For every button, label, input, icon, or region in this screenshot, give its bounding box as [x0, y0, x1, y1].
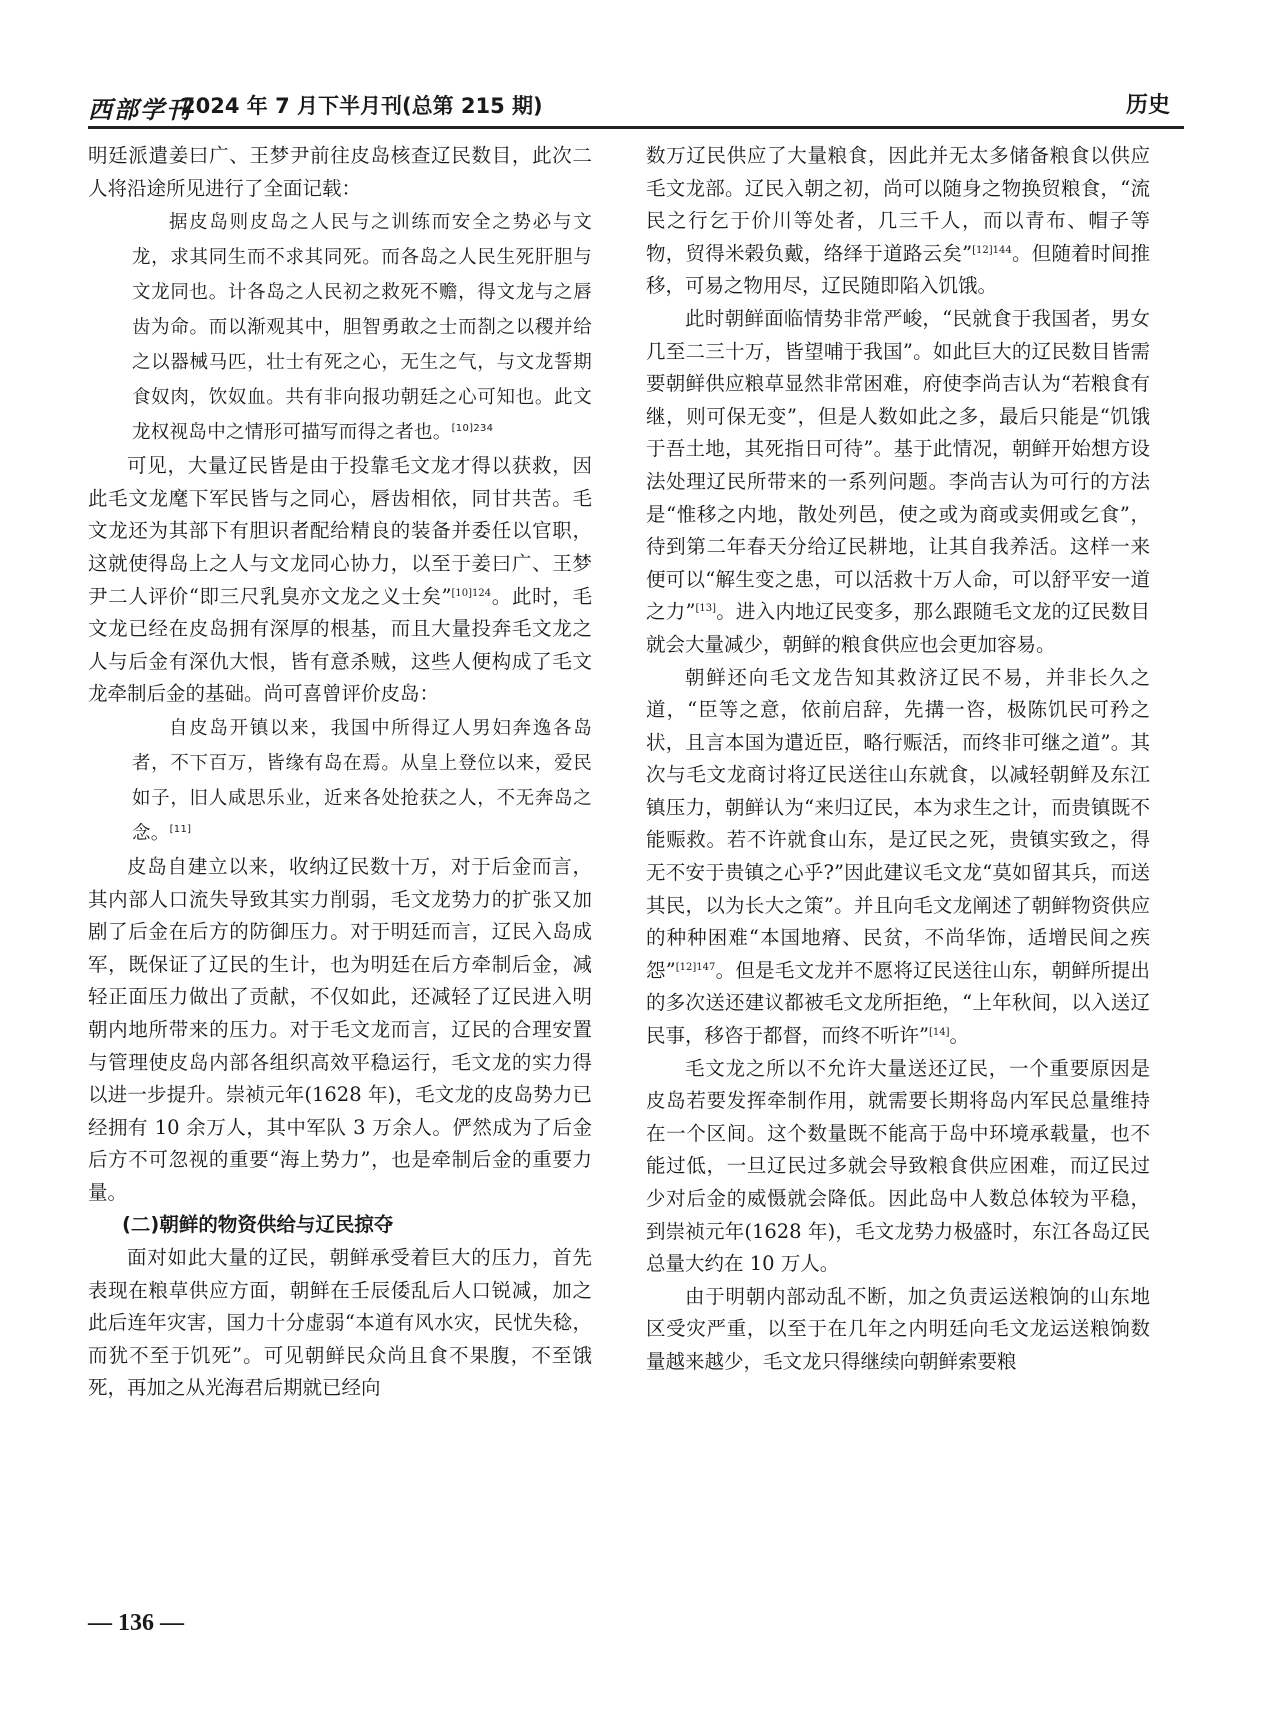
- journal-logo: 西部学刊: [88, 95, 192, 124]
- paragraph: 数万辽民供应了大量粮食，因此并无太多储备粮食以供应毛文龙部。辽民入朝之初，尚可以随身之物换贸粮食，“流民之行乞于价川等处者，几三千人，而以青布、帽子等物，贸得米榖负戴，络绎于道路云矣”$^{[12]144}$。但随着时间推移，可易之物用尽，辽民随即陷入饥饿。: [646, 144, 1150, 298]
- paragraph: 皮岛自建立以来，收纳辽民数十万，对于后金而言，其内部人口流失导致其实力削弱，毛文龙势力的扩张又加剧了后金在后方的防御压力。对于明廷而言，辽民入岛成军，既保证了辽民的生计，也为明廷在后方牵制后金，减轻正面压力做出了贡献，不仅如此，还减轻了辽民进入明朝内地所带来的压力。对于毛文龙而言，辽民的合理安置与管理使皮岛内部各组织高效平稳运行，毛文龙的实力得以进一步提升。崇祯元年(1628 年)，毛文龙的皮岛势力已经拥有 10 余万人，其中军队 3 万余人。俨然成为了后金后方不可忽视的重要“海上势力”，也是牵制后金的重要力量。: [88, 854, 592, 1204]
- paragraph: 朝鲜还向毛文龙告知其救济辽民不易，并非长久之道，“臣等之意，依前启辞，先搆一咨，极陈饥民可矜之状，且言本国为遣近臣，略行赈活，而终非可继之道”。其次与毛文龙商讨将辽民送往山东就食，以减轻朝鲜及东江镇压力，朝鲜认为“来归辽民，本为求生之计，而贵镇既不能赈救。若不许就食山东，是辽民之死，贵镇实致之，得无不安于贵镇之心乎?”因此建议毛文龙“莫如留其兵，而送其民，以为长大之策”。并且向毛文龙阐述了朝鲜物资供应的种种困难“本国地瘠、民贫，不尚华饰，适增民间之疾怨”$^{[12]147}$。但是毛文龙并不愿将辽民送往山东，朝鲜所提出的多次送还建议都被毛文龙所拒绝，“上年秋间，以入送辽民事，移咨于都督，而终不听许”[14]。: [646, 665, 1150, 1048]
- block-quote: 自皮岛开镇以来，我国中所得辽人男妇奔逸各岛者，不下百万，皆缘有岛在焉。从皇上登位以来，爱民如子，旧人咸思乐业，近来各处抢获之人，不无奔岛之念。[11]: [132, 717, 592, 844]
- citation: [13]: [695, 603, 716, 615]
- header-rule: [88, 126, 1184, 129]
- section-heading: (二)朝鲜的物资供给与辽民掠夺: [122, 1213, 394, 1237]
- block-quote: 据皮岛则皮岛之人民与之训练而安全之势必与文龙，求其同生而不求其同死。而各岛之人民生死肝胆与文龙同也。计各岛之人民初之救死不赡，得文龙与之唇齿为命。而以渐观其中，胆智勇敢之士而剳之以稷并给之以器械马匹，壮士有死之心，无生之气，与文龙誓期食奴肉，饮奴血。共有非向报功朝廷之心可知也。此文龙权视岛中之情形可描写而得之者也。$^{[10]234}$: [132, 212, 592, 444]
- left-column: [88, 140, 592, 1405]
- paragraph: 面对如此大量的辽民，朝鲜承受着巨大的压力，首先表现在粮草供应方面，朝鲜在壬辰倭乱后人口锐减，加之此后连年灾害，国力十分虚弱“本道有风水灾，民忧失稔，而犹不至于饥死”。可见朝鲜民众尚且食不果腹，不至饿死，再加之从光海君后期就已经向: [88, 1246, 592, 1400]
- paragraph: 此时朝鲜面临情势非常严峻，“民就食于我国者，男女几至二三十万，皆望哺于我国”。如此巨大的辽民数目皆需要朝鲜供应粮草显然非常困难，府使李尚吉认为“若粮食有继，则可保无变”，但是人数如此之多，最后只能是“饥饿于吾土地，其死指日可待”。基于此情况，朝鲜开始想方设法处理辽民所带来的一系列问题。李尚吉认为可行的方法是“惟移之内地，散处列邑，使之或为商或卖佣或乞食”，待到第二年春天分给辽民耕地，让其自我养活。这样一来便可以“解生变之患，可以活救十万人命，可以舒平安一道之力”[13]。进入内地辽民变多，那么跟随毛文龙的辽民数目就会大量减少，朝鲜的粮食供应也会更加容易。: [646, 306, 1150, 656]
- paragraph: 明廷派遣姜曰广、王梦尹前往皮岛核查辽民数目，此次二人将沿途所见进行了全面记载：: [88, 144, 592, 200]
- right-column: [646, 140, 1150, 1379]
- citation: [10]124: [451, 587, 492, 599]
- paragraph: 毛文龙之所以不允许大量送还辽民，一个重要原因是皮岛若要发挥牵制作用，就需要长期将岛内军民总量维持在一个区间。这个数量既不能高于岛中环境承载量，也不能过低，一旦辽民过多就会导致粮食供应困难，而辽民过少对后金的威慑就会降低。因此岛中人数总体较为平稳，到崇祯元年(1628 年)，毛文龙势力极盛时，东江各岛辽民总量大约在 10 万人。: [646, 1056, 1150, 1276]
- running-header: [88, 84, 1184, 124]
- paragraph: 由于明朝内部动乱不断，加之负责运送粮饷的山东地区受灾严重，以至于在几年之内明廷向毛文龙运送粮饷数量越来越少，毛文龙只得继续向朝鲜索要粮: [646, 1284, 1150, 1373]
- issue-info: 2024 年 7 月下半月刊(总第 215 期): [181, 94, 543, 118]
- citation: [10]234: [451, 423, 494, 435]
- citation: [12]144: [972, 244, 1012, 256]
- section-label: 历史: [1125, 93, 1170, 118]
- page-number: — 136 —: [88, 1610, 184, 1636]
- paragraph: 可见，大量辽民皆是由于投靠毛文龙才得以获救，因此毛文龙麾下军民皆与之同心，唇齿相依，同甘共苦。毛文龙还为其部下有胆识者配给精良的装备并委任以官职，这就使得岛上之人与文龙同心协力，以至于姜曰广、王梦尹二人评价“即三尺乳臭亦文龙之义士矣”$^{[10]124}$。此时，毛文龙已经在皮岛拥有深厚的根基，而且大量投奔毛文龙之人与后金有深仇大恨，皆有意杀贼，这些人便构成了毛文龙牵制后金的基础。尚可喜曾评价皮岛：: [88, 454, 592, 706]
- citation: [12]147: [675, 961, 716, 973]
- citation: [14]: [928, 1027, 950, 1039]
- citation: [11]: [169, 823, 192, 835]
